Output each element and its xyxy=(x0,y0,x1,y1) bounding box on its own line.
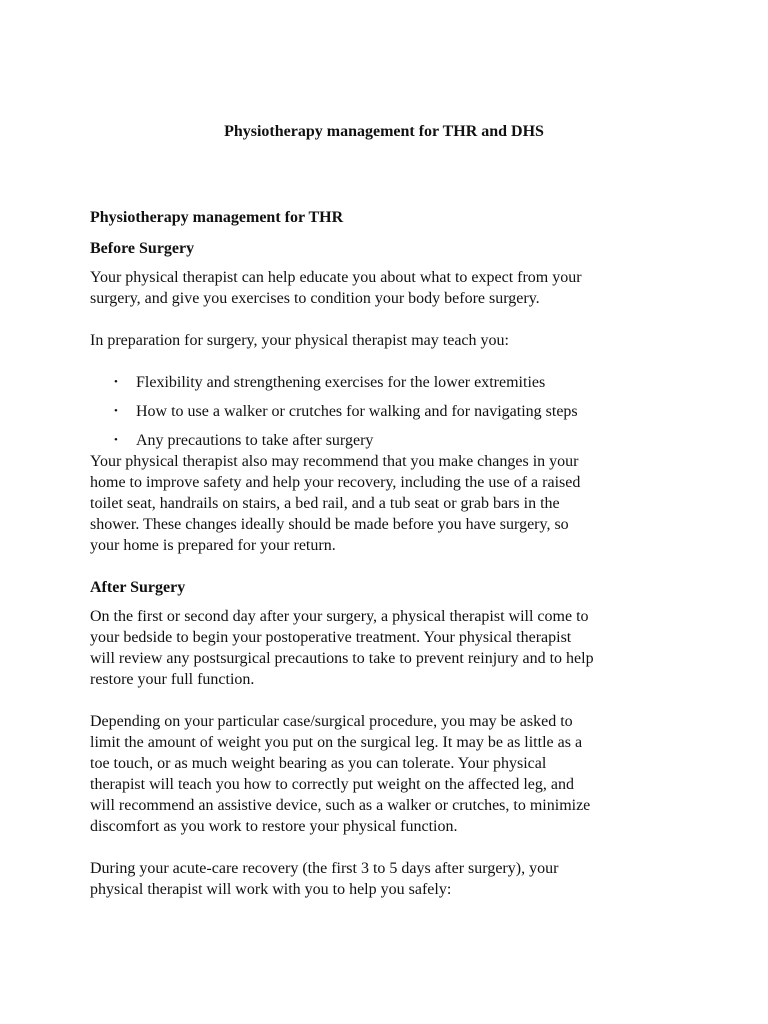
after-surgery-paragraph-3: During your acute-care recovery (the first 3 to 5 days after surgery), your physical therapist will work with you to help you safely: xyxy=(90,860,559,898)
after-surgery-paragraph-1: On the first or second day after your surgery, a physical therapist will come to your bedside to begin your postoperative treatment. Your physical therapist will review any postsurgical precautions to take to prevent reinjury and to help restore your full function. xyxy=(90,608,594,688)
after-surgery-paragraph-2: Depending on your particular case/surgical procedure, you may be asked to limit the amount of weight you put on the surgical leg. It may be as little as a toe touch, or as much weight bearing as you can tolerate. Your physical therapist will teach you how to correctly put weight on the affected leg, and will recommend an assistive device, such as a walker or crutches, to minimize discomfort as you work to restore your physical function. xyxy=(90,713,591,835)
before-surgery-bullet-list xyxy=(90,372,690,451)
document-title: Physiotherapy management for THR and DHS xyxy=(224,123,544,140)
list-item: • Flexibility and strengthening exercises for the lower extremities xyxy=(114,374,546,391)
before-surgery-paragraph-3: Your physical therapist also may recommend that you make changes in your home to improve safety and help your recovery, including the use of a raised toilet seat, handrails on stairs, a bed rail, and a tub seat or grab bars in the shower. These changes ideally should be made before you have surgery, so your home is prepared for your return. xyxy=(90,453,581,554)
list-item: • Any precautions to take after surgery xyxy=(114,432,374,449)
section-heading: Physiotherapy management for THR xyxy=(90,209,344,226)
bullet-icon: • xyxy=(114,434,118,446)
after-surgery-heading: After Surgery xyxy=(90,579,186,596)
bullet-icon: • xyxy=(114,376,118,388)
bullet-icon: • xyxy=(114,405,118,417)
before-surgery-paragraph-1: Your physical therapist can help educate you about what to expect from your surgery, and give you exercises to condition your body before surgery. xyxy=(90,269,582,307)
before-surgery-heading: Before Surgery xyxy=(90,240,195,257)
before-surgery-paragraph-2: In preparation for surgery, your physical therapist may teach you: xyxy=(90,332,509,349)
document-body xyxy=(90,207,690,900)
list-item: • How to use a walker or crutches for walking and for navigating steps xyxy=(114,403,578,420)
